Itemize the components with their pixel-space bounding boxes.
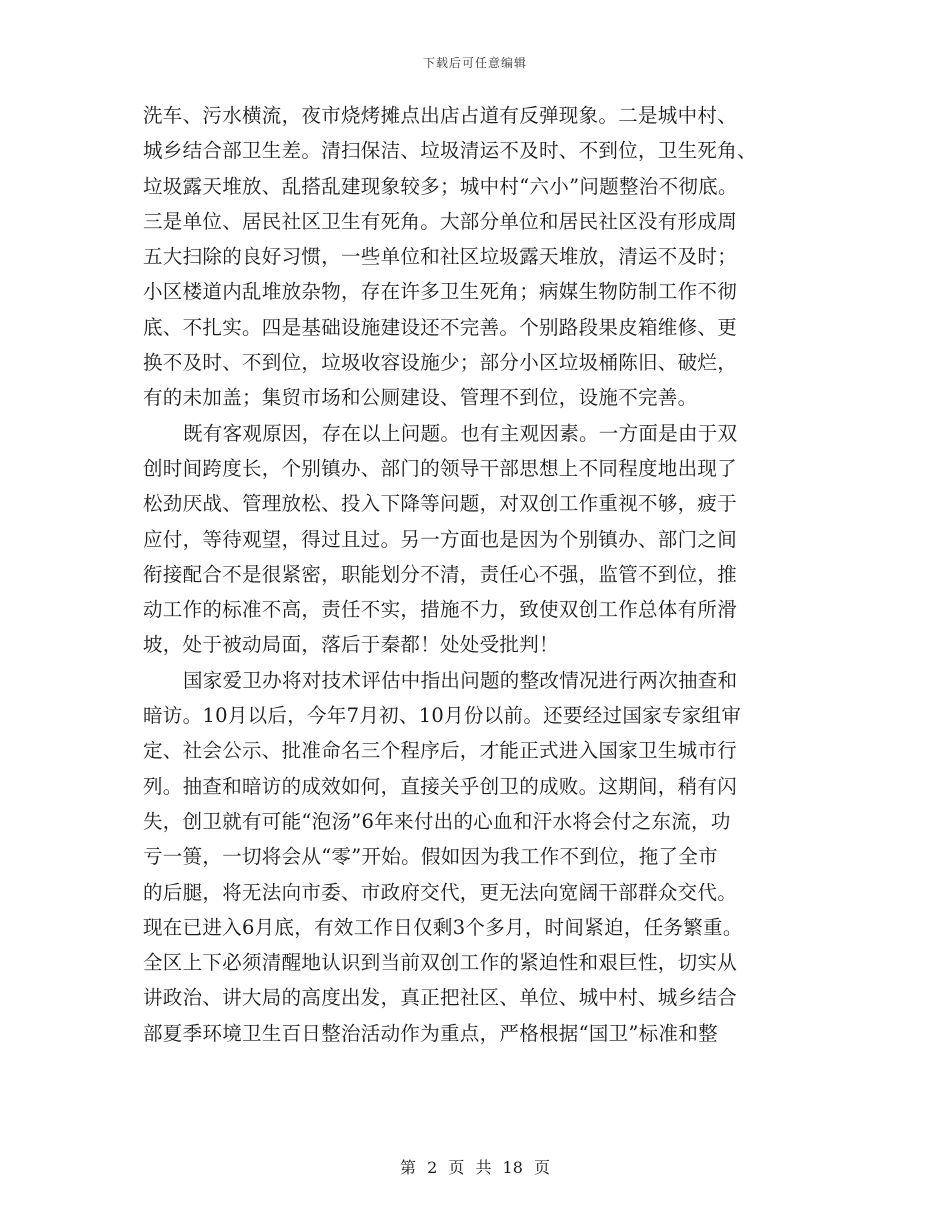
text-line: 有的未加盖；集贸市场和公厕建设、管理不到位，设施不完善。 [143, 386, 698, 410]
text-line: 全区上下必须清醒地认识到当前双创工作的紧迫性和艰巨性，切实从 [143, 951, 738, 975]
text-line: 亏一篑，一切将会从“零”开始。假如因为我工作不到位，拖了全市 [143, 845, 718, 869]
text-line: 部夏季环境卫生百日整治活动作为重点，严格根据“国卫”标准和整 [143, 1021, 718, 1045]
text-line: 坡，处于被动局面，落后于秦都！处处受批判！ [143, 633, 559, 657]
text-line: 定、社会公示、批准命名三个程序后，才能正式进入国家卫生城市行 [143, 739, 738, 763]
paragraph [143, 416, 807, 663]
text-line: 小区楼道内乱堆放杂物，存在许多卫生死角；病媒生物防制工作不彻 [143, 280, 738, 304]
text-line: 暗访。10月以后，今年7月初、10月份以前。还要经过国家专家组审 [143, 704, 742, 728]
text-line: 应付，等待观望，得过且过。另一方面也是因为个别镇办、部门之间 [143, 527, 738, 551]
text-line: 失，创卫就有可能“泡汤”6年来付出的心血和汗水将会付之东流，功 [143, 809, 731, 833]
text-line: 五大扫除的良好习惯，一些单位和社区垃圾露天堆放，清运不及时； [143, 245, 738, 269]
paragraph [143, 663, 807, 1051]
text-line: 三是单位、居民社区卫生有死角。大部分单位和居民社区没有形成周 [143, 209, 738, 233]
text-line: 城乡结合部卫生差。清扫保洁、垃圾清运不及时、不到位，卫生死角、 [143, 139, 757, 163]
document-body [143, 98, 807, 1051]
text-line: 既有客观原因，存在以上问题。也有主观因素。一方面是由于双 [183, 421, 738, 445]
text-line: 列。抽查和暗访的成效如何，直接关乎创卫的成败。这期间，稍有闪 [143, 774, 738, 798]
text-line: 的后腿，将无法向市委、市政府交代，更无法向宽阔干部群众交代。 [143, 880, 738, 904]
text-line: 底、不扎实。四是基础设施建设还不完善。个别路段果皮箱维修、更 [143, 315, 738, 339]
text-line: 洗车、污水横流，夜市烧烤摊点出店占道有反弹现象。二是城中村、 [143, 104, 738, 127]
paragraph [143, 98, 807, 416]
text-line: 动工作的标准不高，责任不实，措施不力，致使双创工作总体有所滑 [143, 598, 738, 622]
page-header: 下载后可任意编辑 [422, 56, 527, 70]
text-line: 换不及时、不到位，垃圾收容设施少；部分小区垃圾桶陈旧、破烂， [143, 351, 738, 375]
text-line: 国家爱卫办将对技术评估中指出问题的整改情况进行两次抽查和 [183, 668, 738, 692]
text-line: 垃圾露天堆放、乱搭乱建现象较多；城中村“六小”问题整治不彻底。 [143, 174, 738, 198]
text-line: 创时间跨度长，个别镇办、部门的领导干部思想上不同程度地出现了 [143, 456, 738, 480]
text-line: 现在已进入6月底，有效工作日仅剩3个多月，时间紧迫，任务繁重。 [143, 915, 743, 939]
text-line: 讲政治、讲大局的高度出发，真正把社区、单位、城中村、城乡结合 [143, 986, 738, 1010]
page-footer: 第 2 页 共 18 页 [400, 1158, 550, 1177]
text-line: 松劲厌战、管理放松、投入下降等问题，对双创工作重视不够，疲于 [143, 492, 738, 516]
text-line: 衔接配合不是很紧密，职能划分不清，责任心不强，监管不到位，推 [143, 562, 738, 586]
